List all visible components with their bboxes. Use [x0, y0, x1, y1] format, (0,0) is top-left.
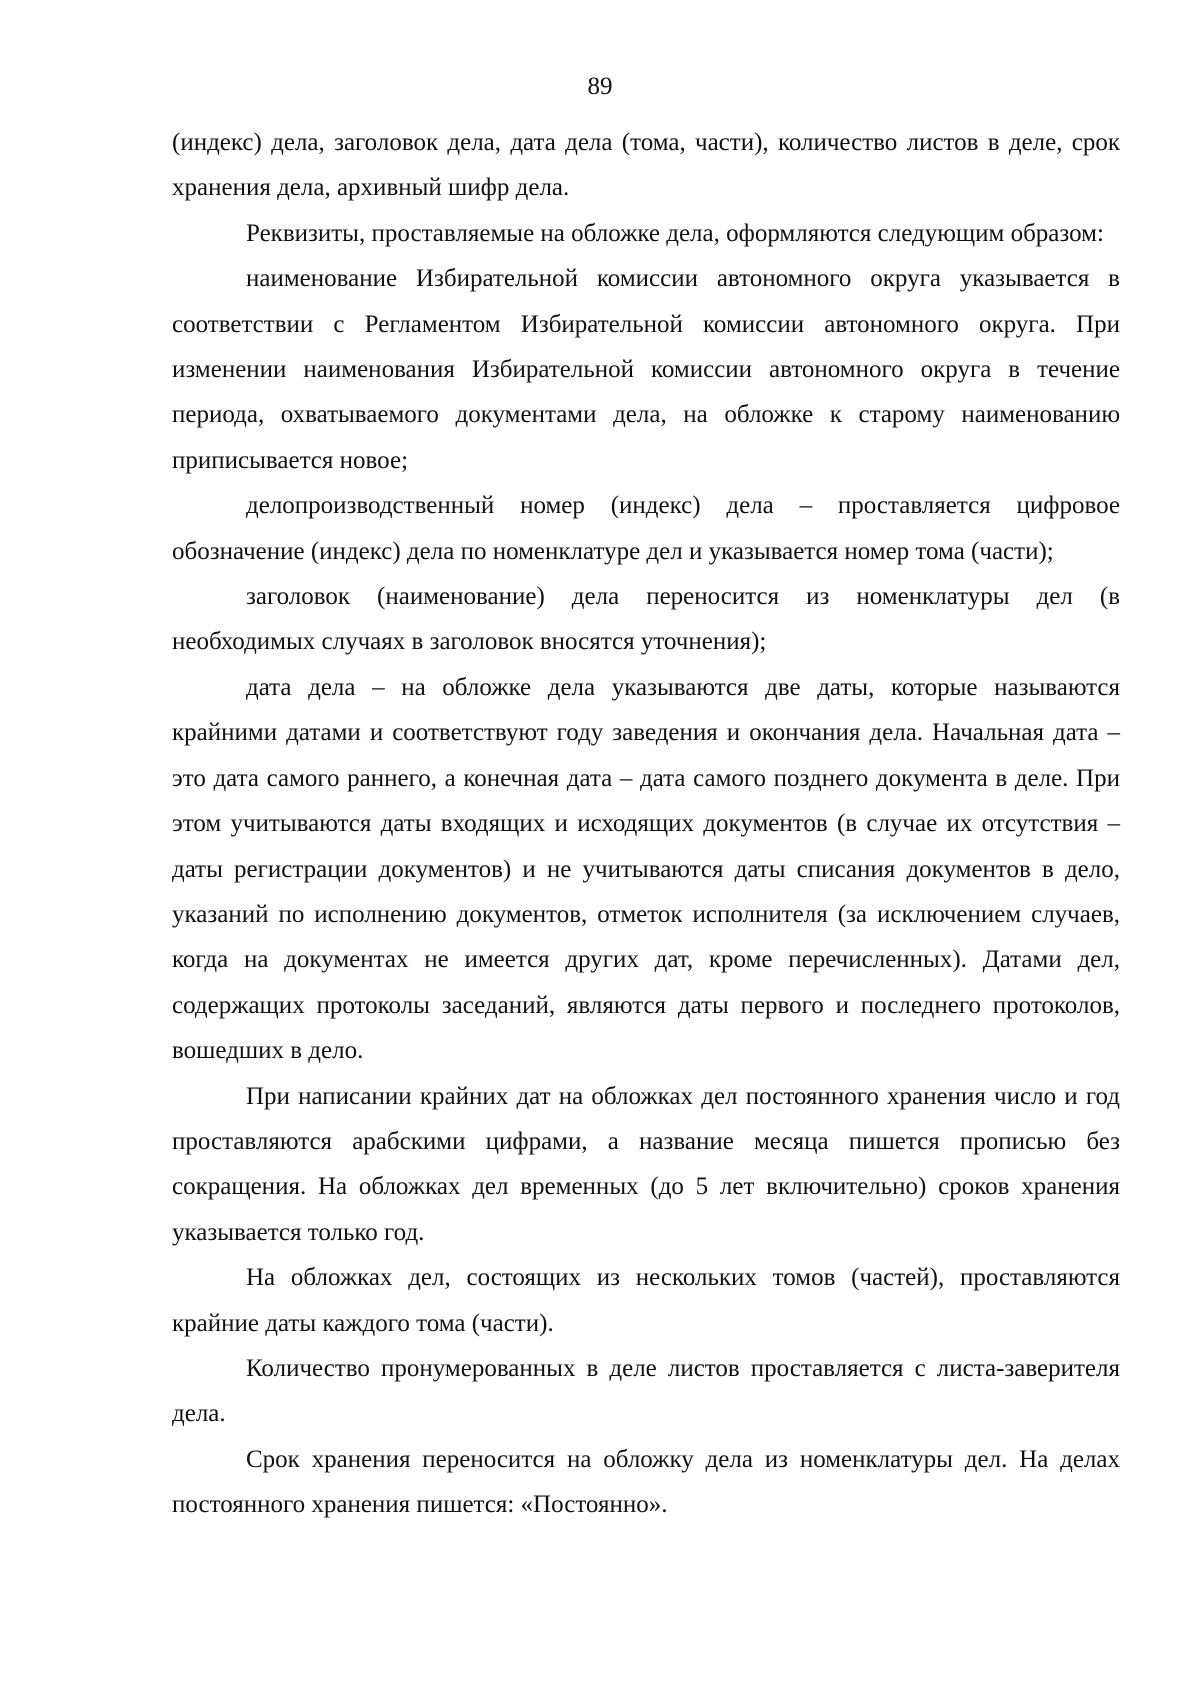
paragraph: На обложках дел, состоящих из нескольких томов (частей), проставляются крайние даты каждого тома (части).: [172, 1264, 1120, 1337]
paragraph: При написании крайних дат на обложках дел постоянного хранения число и год проставляются арабскими цифрами, а название месяца пишется прописью без сокращения. На обложках дел временных (до 5 лет включительно) сроков хранения указывается только год.: [172, 1082, 1120, 1246]
paragraph: дата дела – на обложке дела указываются две даты, которые называются крайними датами и соответствуют году заведения и окончания дела. Начальная дата – это дата самого раннего, а конечная дата – дата самого позднего документа в деле. При этом учитываются даты входящих и исходящих документов (в случае их отсутствия – даты регистрации документов) и не учитываются даты списания документов в дело, указаний по исполнению документов, отметок исполнителя (за исключением случаев, когда на документах не имеется других дат, кроме перечисленных). Датами дел, содержащих протоколы заседаний, являются даты первого и последнего протоколов, вошедших в дело.: [172, 673, 1120, 1065]
paragraph: заголовок (наименование) дела переносится из номенклатуры дел (в необходимых случаях в заголовок вносятся уточнения);: [172, 583, 1120, 656]
page-number: 89: [587, 73, 613, 100]
document-body: [172, 120, 1120, 1528]
paragraph: делопроизводственный номер (индекс) дела – проставляется цифровое обозначение (индекс) дела по номенклатуре дел и указывается номер тома (части);: [172, 492, 1120, 565]
paragraph: наименование Избирательной комиссии автономного округа указывается в соответствии с Регламентом Избирательной комиссии автономного округа. При изменении наименования Избирательной комиссии автономного округа в течение периода, охватываемого документами дела, на обложке к старому наименованию приписывается новое;: [172, 265, 1120, 474]
paragraph: (индекс) дела, заголовок дела, дата дела (тома, части), количество листов в деле, срок хранения дела, архивный шифр дела.: [172, 129, 1120, 202]
paragraph: Срок хранения переносится на обложку дела из номенклатуры дел. На делах постоянного хранения пишется: «Постоянно».: [172, 1445, 1120, 1519]
paragraph: Реквизиты, проставляемые на обложке дела, оформляются следующим образом:: [246, 219, 1104, 247]
paragraph: Количество пронумерованных в деле листов проставляется с листа-заверителя дела.: [172, 1354, 1120, 1428]
